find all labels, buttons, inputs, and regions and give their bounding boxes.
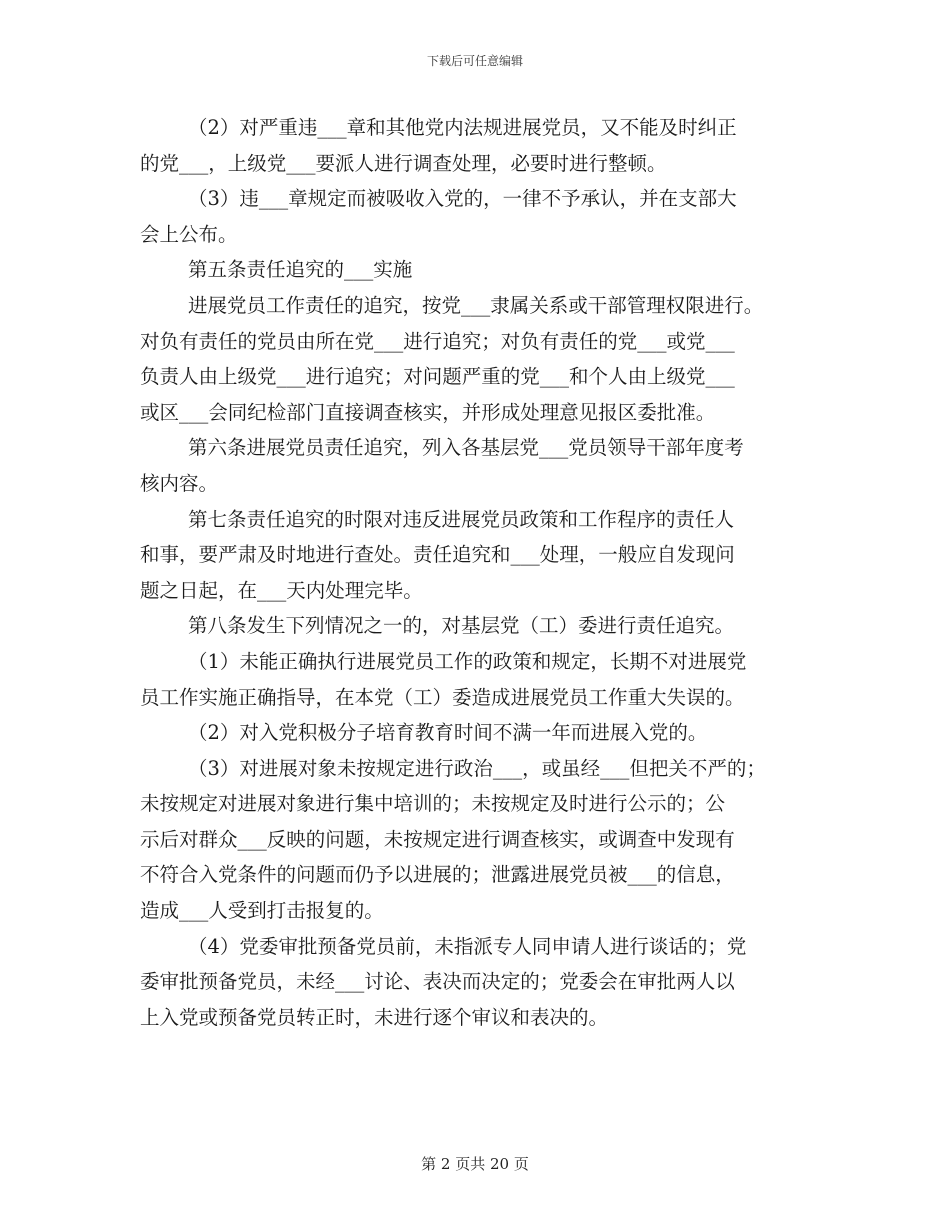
body-line: 不符合入党条件的问题而仍予以进展的；泄露进展党员被___的信息，: [140, 863, 735, 887]
body-line: 对负有责任的党员由所在党___进行追究；对负有责任的党___或党___: [140, 329, 735, 353]
body-line: 或区___会同纪检部门直接调查核实，并形成处理意见报区委批准。: [140, 400, 716, 424]
body-line: （1）未能正确执行进展党员工作的政策和规定，长期不对进展党: [188, 649, 747, 673]
body-line: 和事，要严肃及时地进行查处。责任追究和___处理，一般应自发现问: [140, 543, 735, 567]
body-line: 未按规定对进展对象进行集中培训的；未按规定及时进行公示的；公: [140, 792, 726, 816]
body-line: 员工作实施正确指导，在本党（工）委造成进展党员工作重大失误的。: [140, 685, 745, 709]
body-line: 核内容。: [140, 471, 219, 495]
body-line: 的党___，上级党___要派人进行调查处理，必要时进行整顿。: [140, 151, 667, 175]
body-line: （2）对入党积极分子培育教育时间不满一年而进展入党的。: [188, 721, 708, 745]
body-line: 第八条发生下列情况之一的，对基层党（工）委进行责任追究。: [188, 614, 735, 638]
body-line: 造成___人受到打击报复的。: [140, 899, 384, 923]
body-line: （3）对进展对象未按规定进行政治___，或虽经___但把关不严的；: [188, 756, 766, 780]
body-line: 题之日起，在___天内处理完毕。: [140, 578, 423, 602]
body-line: （2）对严重违___章和其他党内法规进展党员，又不能及时纠正: [188, 116, 737, 139]
body-line: （4）党委审批预备党员前，未指派专人同申请人进行谈话的；党: [188, 934, 747, 958]
body-line: 负责人由上级党___进行追究；对问题严重的党___和个人由上级党___: [140, 365, 735, 389]
body-line: 会上公布。: [140, 222, 238, 246]
body-line: 进展党员工作责任的追究，按党___隶属关系或干部管理权限进行。: [188, 293, 764, 317]
body-line: 上入党或预备党员转正时，未进行逐个审议和表决的。: [140, 1005, 609, 1029]
document-body: [140, 110, 820, 1035]
body-line: 第六条进展党员责任追究，列入各基层党___党员领导干部年度考: [188, 436, 744, 460]
body-line: 第七条责任追究的时限对违反进展党员政策和工作程序的责任人: [188, 507, 735, 531]
page-header: 下载后可任意编辑: [426, 54, 523, 68]
body-line: 第五条责任追究的___实施: [188, 258, 413, 282]
body-line: 示后对群众___反映的问题，未按规定进行调查核实，或调查中发现有: [140, 827, 735, 851]
body-line: （3）违___章规定而被吸收入党的，一律不予承认，并在支部大: [188, 187, 737, 211]
page-footer: 第 2 页共 20 页: [421, 1155, 529, 1173]
body-line: 委审批预备党员，未经___讨论、表决而决定的；党委会在审批两人以: [140, 970, 735, 994]
